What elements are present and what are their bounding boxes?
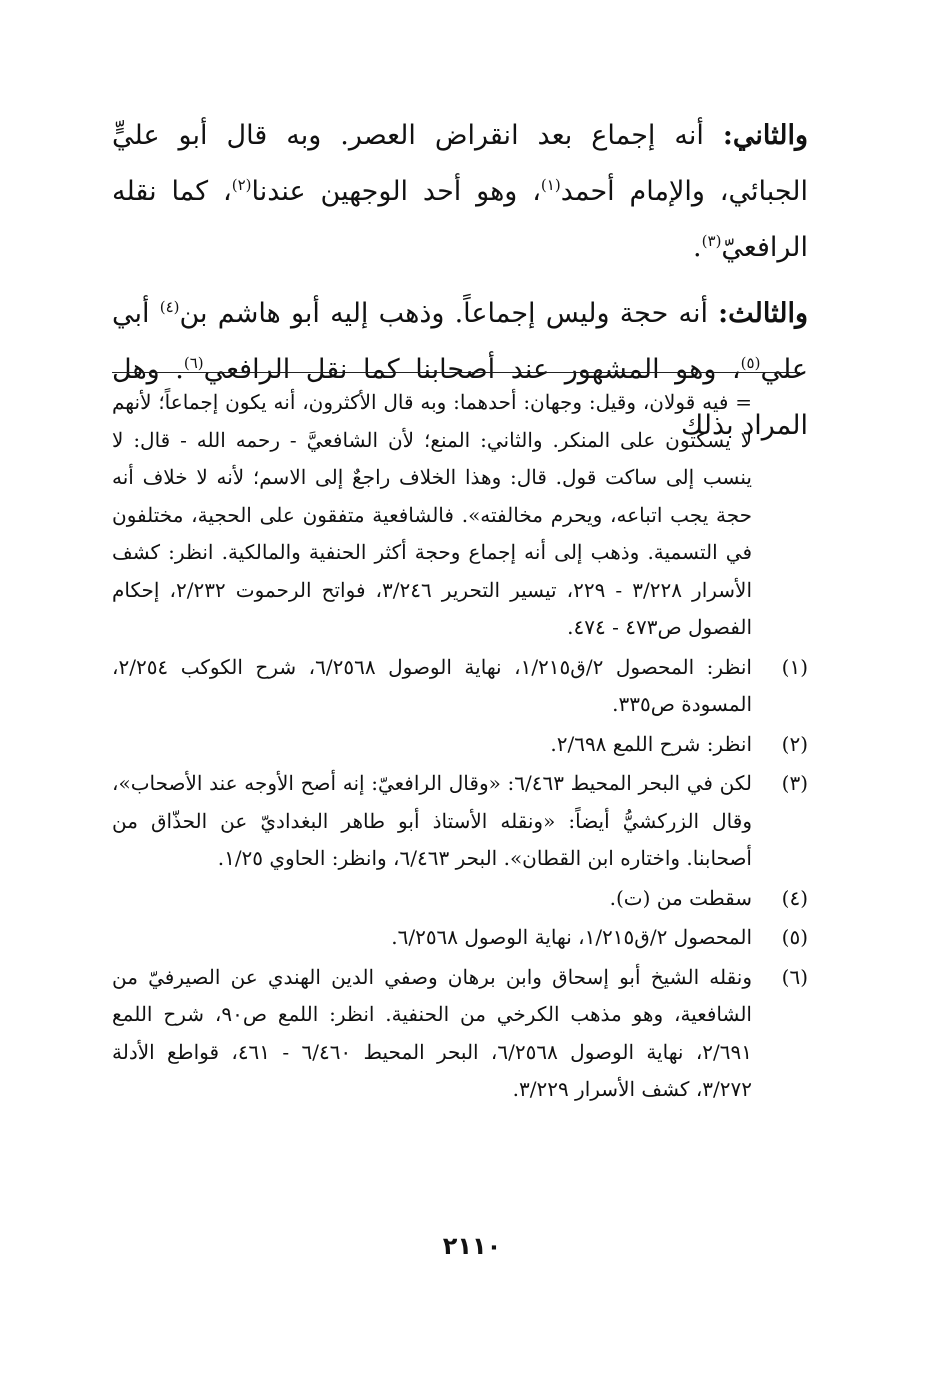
paragraph-text: ، كما نقله الرافعيّ [112,176,808,263]
footnotes [112,384,808,1111]
footnote-ref: (٣) [701,232,722,250]
footnote-number: (٥) [781,925,808,949]
footnote-ref: (٢) [231,176,252,194]
paragraph-second-view [112,108,808,276]
footnote-item [112,880,808,918]
footnote-number: (١) [781,654,808,679]
footnote-continuation: = فيه قولان، وقيل: وجهان: أحدهما: وبه قال الأكثرون، أنه يكون إجماعاً؛ لأنهم لا يسكتون على المنكر. والثاني: المنع؛ لأن الشافعيَّ - رحمه الله - قال: لا ينسب إلى ساكت قول. قال: وهذا الخلاف راجعٌ إلى الاسم؛ لأنه لا خلاف أنه حجة يجب اتباعه، ويحرم مخالفته». فالشافعية متفقون على الحجية، مختلفون في التسمية. وذهب إلى أنه إجماع وحجة أكثر الحنفية والمالكية. انظر: كشف الأسرار ٣/٢٢٨ - ٢٢٩، تيسير التحرير ٣/٢٤٦، فواتح الرحموت ٢/٢٣٢، إحكام الفصول ص٤٧٣ - ٤٧٤. [112,390,753,639]
footnote-item [112,765,808,878]
paragraph-text: أنه حجة وليس إجماعاً. وذهب إليه أبو هاشم بن [179,298,719,329]
footnote-ref: (٥) [740,354,761,372]
footnote-ref: (٦) [183,354,204,372]
footnote-number: (٣) [781,771,808,795]
paragraph-text: ، وهو أحد الوجهين عندنا [251,176,541,207]
page-number: ٢١١٠ [442,1232,502,1260]
footnote-text: انظر: المحصول ٢/ق١/٢١٥، نهاية الوصول ٦/٢٥٦٨، شرح الكوكب ٢/٢٥٤، المسودة ص٣٣٥. [112,654,752,716]
footnote-text: لكن في البحر المحيط ٦/٤٦٣: «وقال الرافعيّ: إنه أصح الأوجه عند الأصحاب»، وقال الزركشيُّ أيضاً: «ونقله الأستاذ أبو طاهر البغداديّ عن الحذّاق من أصحابنا. واختاره ابن القطان». البحر ٦/٤٦٣، وانظر: الحاوي ١/٢٥. [112,771,753,870]
footnote-text: ونقله الشيخ أبو إسحاق وابن برهان وصفي الدين الهندي عن الصيرفيّ من الشافعية، وهو مذهب الكرخي من الحنفية. انظر: اللمع ص٩٠، شرح اللمع ٢/٦٩١، نهاية الوصول ٦/٢٥٦٨، البحر المحيط ٦/٤٦٠ - ٤٦١، قواطع الأدلة ٣/٢٧٢، كشف الأسرار ٣/٢٢٩. [112,964,752,1101]
paragraph-lead: والثالث: [718,298,808,329]
footnote-number: (٢) [781,731,808,756]
footnote-number: (٤) [781,885,808,910]
footnote-text: المحصول ٢/ق١/٢١٥، نهاية الوصول ٦/٢٥٦٨. [391,925,752,949]
paragraph-lead: والثاني: [722,120,808,151]
footnote-item [112,649,808,724]
paragraph-text: أنه إجماع بعد انقراض العصر. وبه قال أبو عليٍّ الجبائي، والإمام أحمد [112,120,809,207]
footnote-number: (٦) [781,964,808,989]
paragraph-text: . [693,232,702,263]
footnote-text: انظر: شرح اللمع ٢/٦٩٨. [550,731,752,756]
footnote-text: سقطت من (ت). [609,885,752,910]
paragraph-text: أبي علي [112,298,808,385]
footnote-ref: (١) [540,176,561,194]
footnote-item [112,959,808,1109]
footnote-separator [112,372,800,373]
footnote-item [112,726,808,764]
footnote-ref: (٤) [159,298,180,316]
footnote-item [112,919,808,957]
paragraph-text: . وهل المراد بذلك [112,354,808,441]
paragraph-text: ، وهو المشهور عند أصحابنا كما نقل الرافعي [203,354,741,385]
